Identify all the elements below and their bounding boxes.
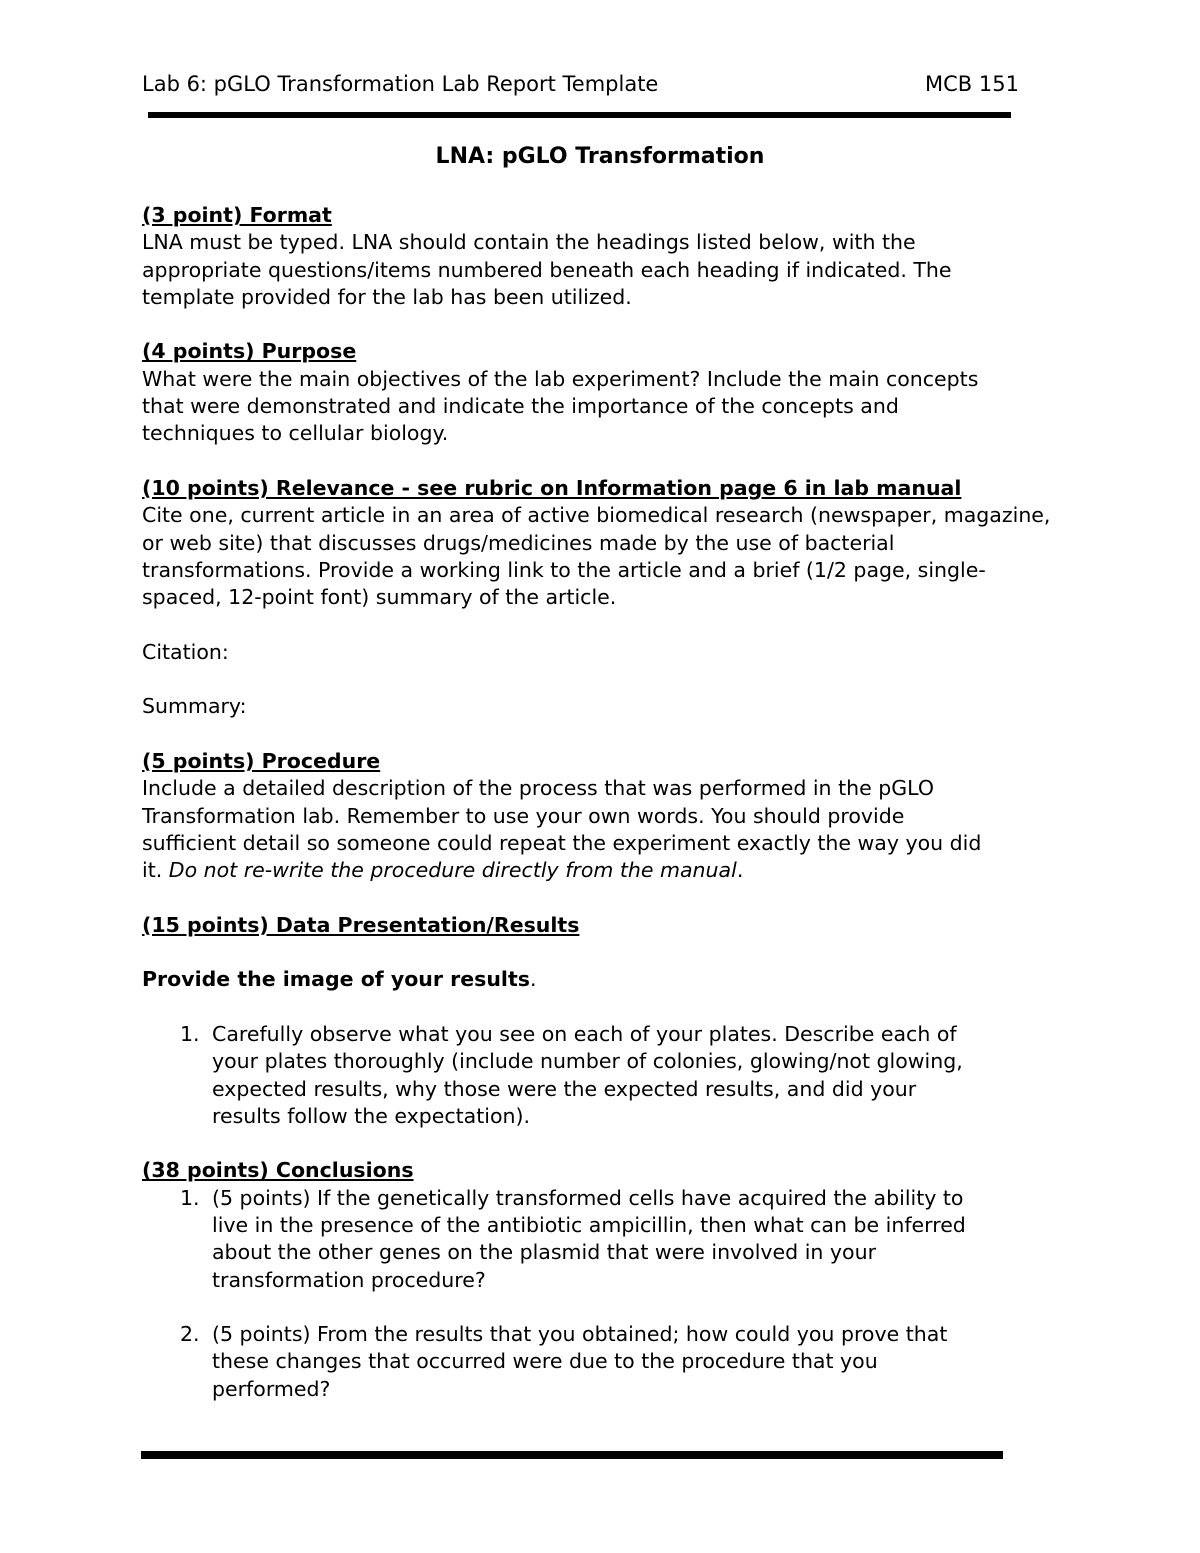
- results-instruction: Provide the image of your results: [142, 967, 530, 992]
- list-item-line: transformation procedure?: [212, 1267, 486, 1292]
- purpose-line: that were demonstrated and indicate the importance of the concepts and: [142, 394, 899, 419]
- procedure-line: sufficient detail so someone could repeat the experiment exactly the way you did: [142, 830, 982, 855]
- list-item-line: results follow the expectation).: [212, 1103, 530, 1128]
- list-item-line: performed?: [212, 1376, 331, 1401]
- list-item-line: (5 points) If the genetically transformed cells have acquired the ability to: [212, 1185, 964, 1210]
- section-heading-relevance: (10 points) Relevance - see rubric on Information page 6 in lab manual: [142, 475, 962, 500]
- procedure-line-start: it.: [142, 858, 169, 883]
- list-item: [142, 1321, 1102, 1403]
- list-item-line: your plates thoroughly (include number of colonies, glowing/not glowing,: [212, 1049, 963, 1074]
- procedure-line-last: [142, 857, 1102, 884]
- procedure-warning: Do not re-write the procedure directly from the manual: [168, 858, 737, 883]
- results-instruction-line: [142, 966, 1102, 993]
- conclusions-list: [142, 1185, 1102, 1403]
- procedure-line: Transformation lab. Remember to use your own words. You should provide: [142, 803, 905, 828]
- list-item-line: these changes that occurred were due to the procedure that you: [212, 1349, 878, 1374]
- list-item-line: Carefully observe what you see on each of your plates. Describe each of: [212, 1021, 957, 1046]
- procedure-line: Include a detailed description of the process that was performed in the pGLO: [142, 776, 934, 801]
- footer-rule: [141, 1451, 1003, 1459]
- relevance-line: or web site) that discusses drugs/medicines made by the use of bacterial: [142, 530, 895, 555]
- citation-label: Citation:: [142, 639, 229, 664]
- page-title: LNA: pGLO Transformation: [435, 144, 765, 169]
- section-heading-purpose: (4 points) Purpose: [142, 339, 357, 364]
- list-item-line: about the other genes on the plasmid that were involved in your: [212, 1240, 876, 1265]
- procedure-line-end: .: [736, 858, 744, 883]
- relevance-line: transformations. Provide a working link to the article and a brief (1/2 page, single-: [142, 557, 986, 582]
- results-list: [142, 1021, 1102, 1130]
- results-instruction-end: .: [529, 967, 537, 992]
- list-item-line: expected results, why those were the expected results, and did your: [212, 1076, 917, 1101]
- list-item-line: (5 points) From the results that you obtained; how could you prove that: [212, 1322, 948, 1347]
- relevance-line: Cite one, current article in an area of active biomedical research (newspaper, magazine,: [142, 503, 1051, 528]
- section-heading-format: (3 point) Format: [142, 203, 332, 227]
- purpose-line: What were the main objectives of the lab experiment? Include the main concepts: [142, 366, 979, 391]
- format-line: appropriate questions/items numbered beneath each heading if indicated. The: [142, 257, 952, 282]
- running-header-title: Lab 6: pGLO Transformation Lab Report Template: [142, 72, 659, 96]
- list-item-line: live in the presence of the antibiotic ampicillin, then what can be inferred: [212, 1212, 966, 1237]
- list-item-number: 1.: [180, 1021, 200, 1046]
- list-item-number: 1.: [180, 1185, 200, 1210]
- list-item: [142, 1021, 1102, 1130]
- document-body: [142, 202, 1102, 1403]
- section-heading-procedure: (5 points) Procedure: [142, 748, 381, 773]
- format-line: template provided for the lab has been utilized.: [142, 284, 632, 309]
- summary-label: Summary:: [142, 694, 247, 719]
- header-rule: [148, 112, 1011, 118]
- purpose-line: techniques to cellular biology.: [142, 421, 449, 446]
- section-heading-conclusions: (38 points) Conclusions: [142, 1158, 414, 1183]
- list-item-number: 2.: [180, 1322, 200, 1347]
- list-item: [142, 1185, 1102, 1294]
- running-header-course: MCB 151: [925, 72, 1019, 96]
- section-heading-results: (15 points) Data Presentation/Results: [142, 912, 580, 937]
- format-line: LNA must be typed. LNA should contain the headings listed below, with the: [142, 230, 916, 255]
- relevance-line: spaced, 12-point font) summary of the article.: [142, 585, 617, 610]
